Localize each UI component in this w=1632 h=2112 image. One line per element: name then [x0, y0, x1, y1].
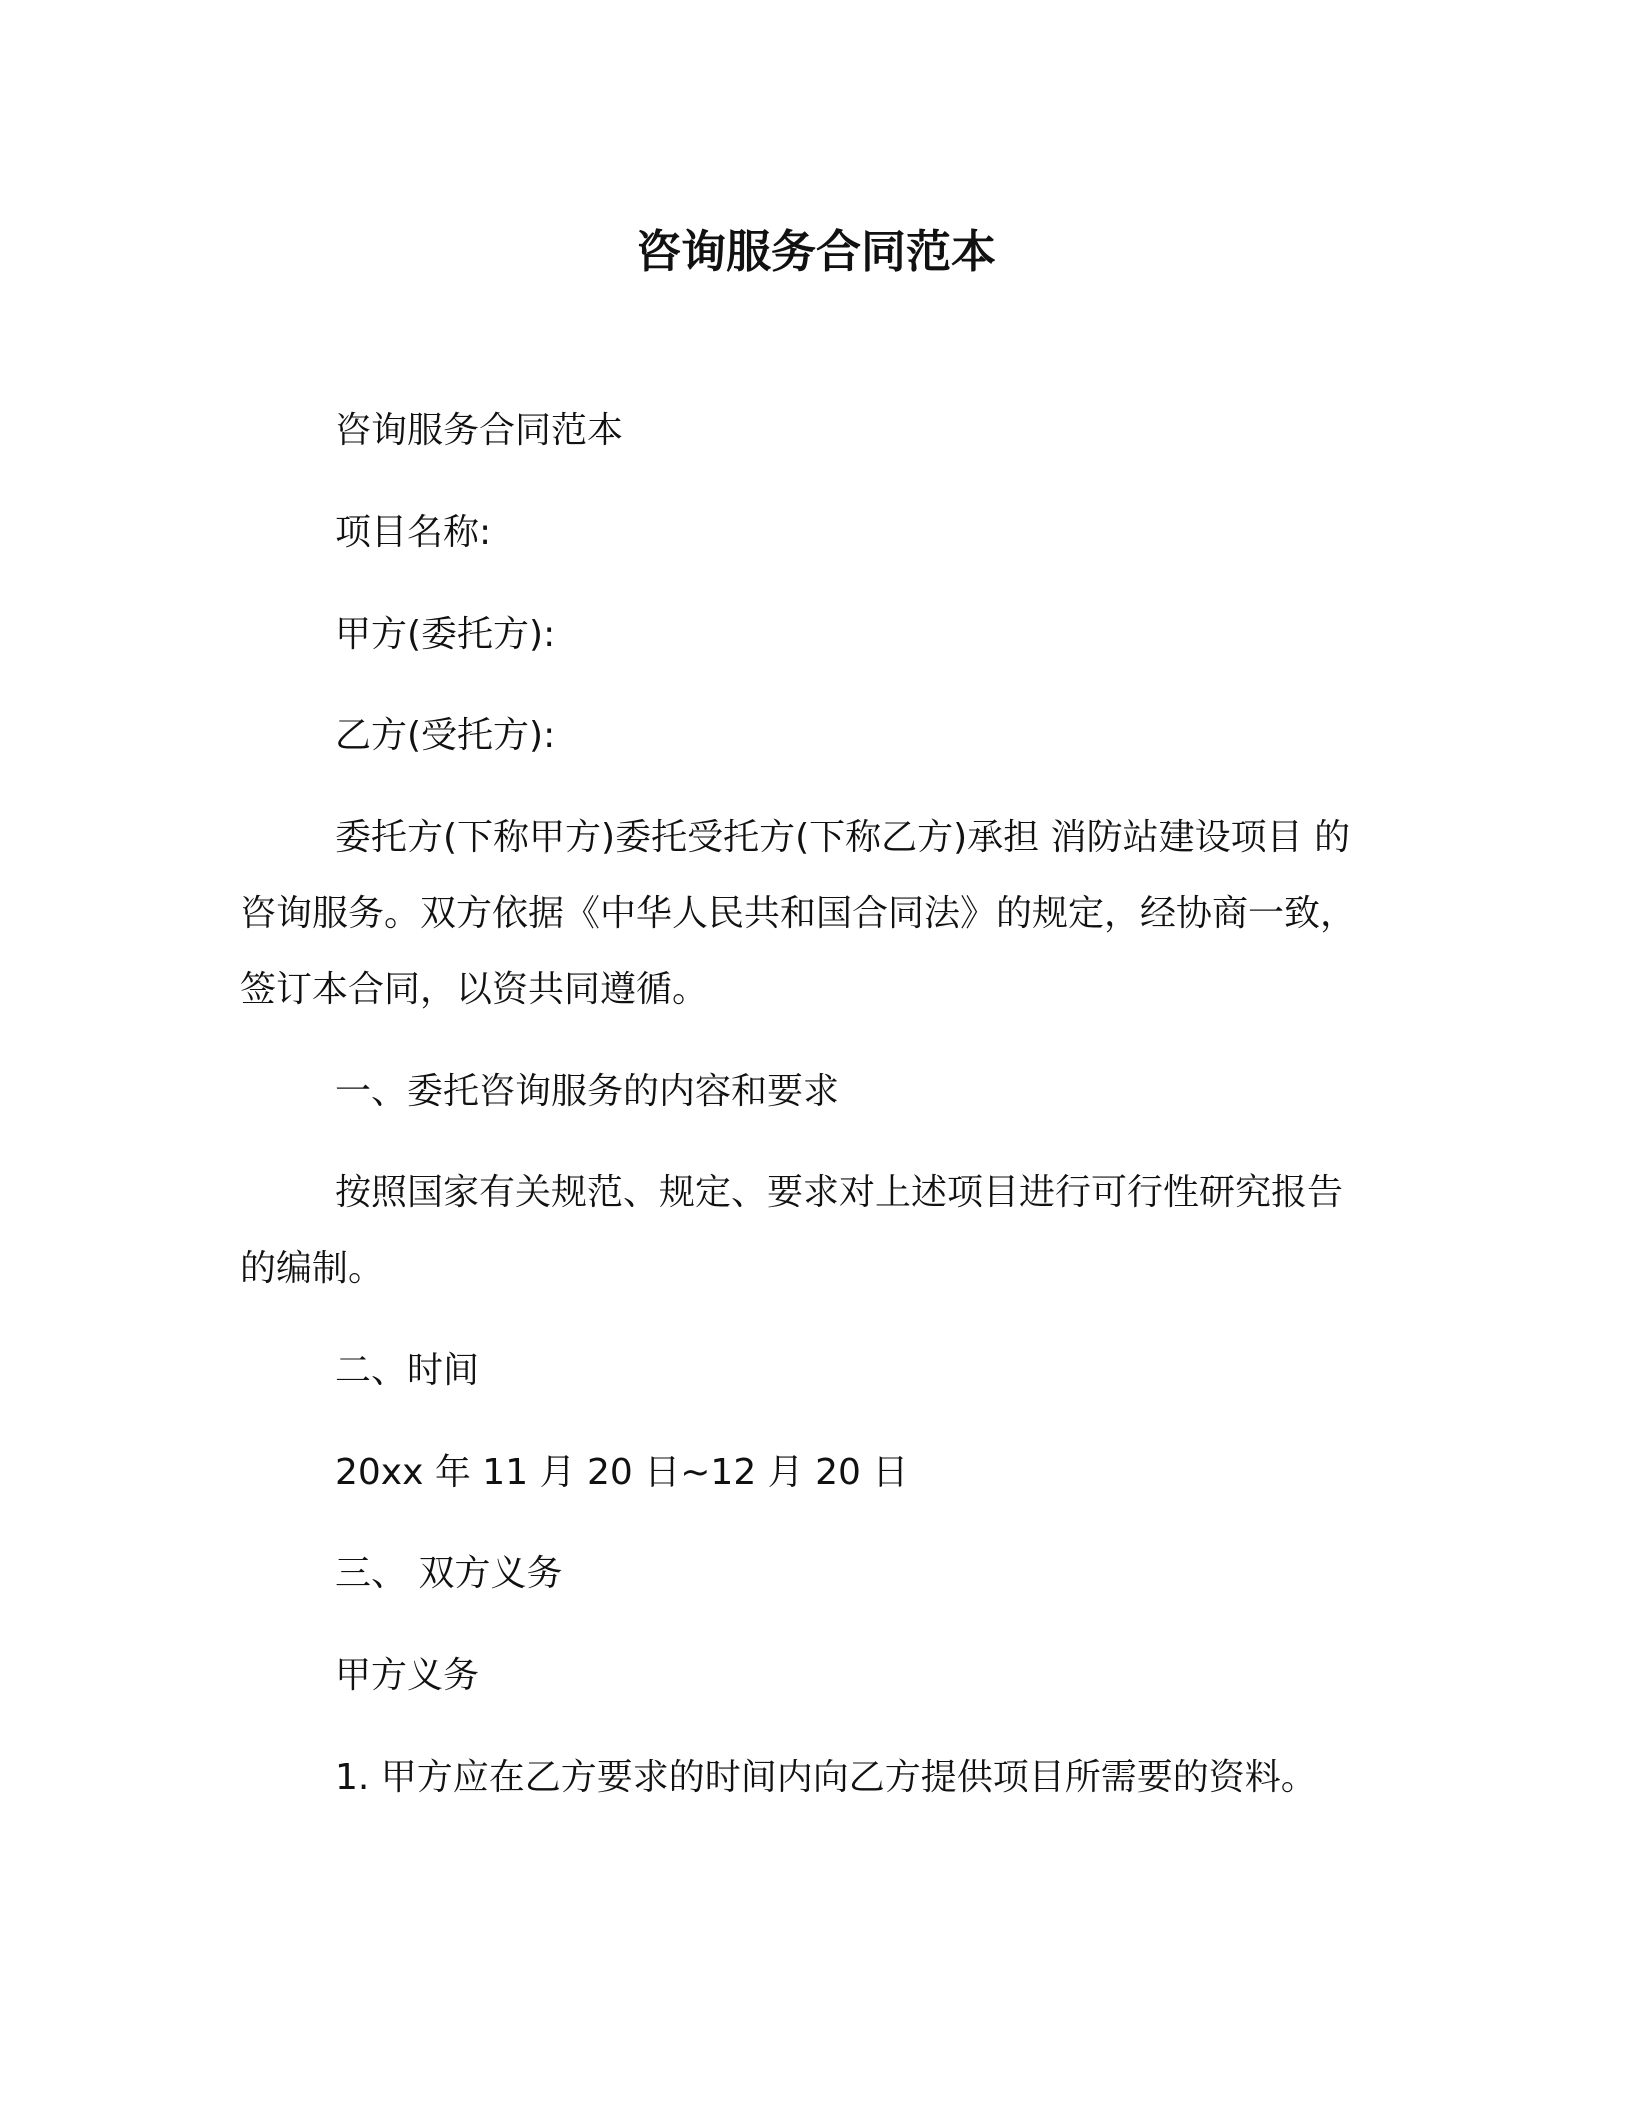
section-2-text: 20xx 年 11 月 20 日~12 月 20 日: [335, 1452, 909, 1493]
party-a-duty-1: 1. 甲方应在乙方要求的时间内向乙方提供项目所需要的资料。: [335, 1757, 1317, 1798]
preamble-line-2: 咨询服务。双方依据《中华人民共和国合同法》的规定，经协商一致，: [240, 893, 1357, 934]
section-1-heading: 一、委托咨询服务的内容和要求: [335, 1071, 840, 1112]
section-3-heading: 三、 双方义务: [335, 1553, 563, 1594]
section-1-line-2: 的编制。: [240, 1248, 385, 1289]
preamble-line-3: 签订本合同，以资共同遵循。: [240, 969, 709, 1010]
subtitle: 咨询服务合同范本: [335, 410, 624, 451]
project-name-label: 项目名称:: [335, 512, 492, 553]
party-a-label: 甲方(委托方):: [335, 614, 556, 655]
preamble-line-1: 委托方(下称甲方)委托受托方(下称乙方)承担 消防站建设项目 的: [335, 817, 1351, 858]
section-1-line-1: 按照国家有关规范、规定、要求对上述项目进行可行性研究报告: [335, 1172, 1344, 1213]
party-a-duties-heading: 甲方义务: [335, 1655, 480, 1696]
page-title: 咨询服务合同范本: [635, 225, 996, 278]
party-b-label: 乙方(受托方):: [335, 715, 556, 756]
section-2-heading: 二、时间: [335, 1350, 480, 1391]
